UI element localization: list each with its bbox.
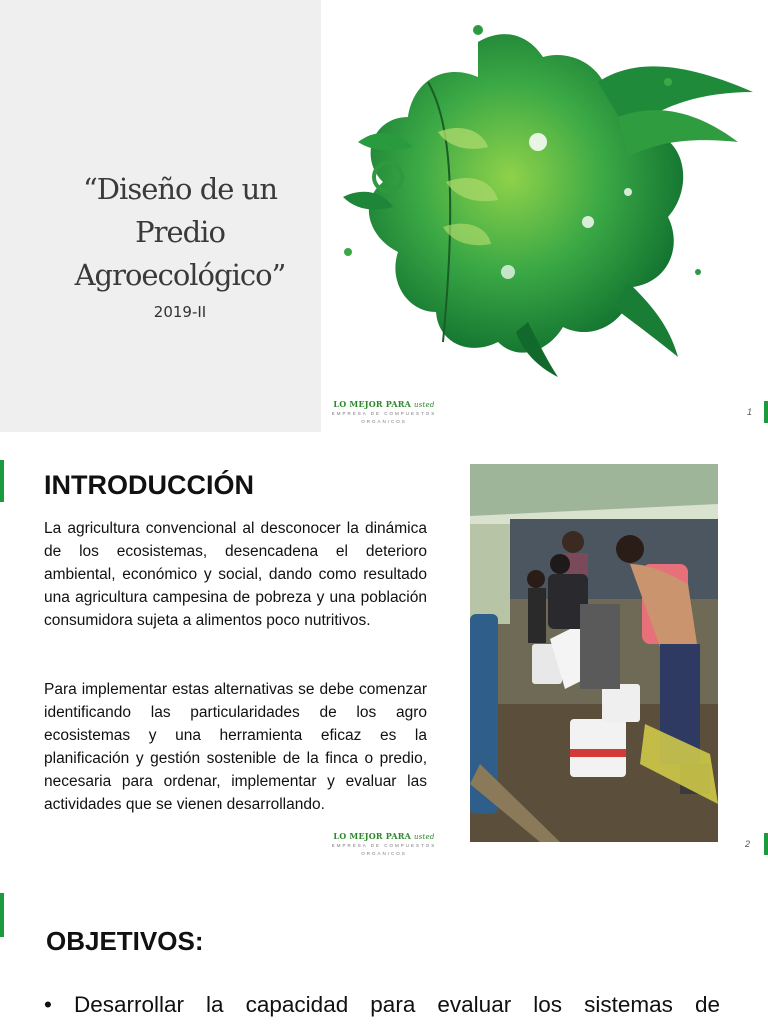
brand-logo: LO MEJOR PARA usted EMPRESA DE COMPUESTOS ORGANICOS (331, 831, 437, 856)
page-number: 1 (747, 407, 753, 417)
intro-paragraph-2: Para implementar estas alternativas se debe comenzar identificando las particularidades de los agro ecosistemas y una herramienta eficaz es la planificación y gestión sostenible de la finca o predio, necesaria para ordenar, implementar y evaluar las actividades que se vienen desarrollando. (44, 681, 427, 813)
accent-bar (764, 401, 768, 423)
presentation-title: “Diseño de un Predio Agroecológico” (74, 172, 286, 292)
slide-1 (0, 0, 768, 432)
brand-logo: LO MEJOR PARA usted EMPRESA DE COMPUESTOS ORGANICOS (331, 399, 437, 424)
accent-bar (764, 833, 768, 855)
composting-photo (470, 464, 718, 842)
section-heading: OBJETIVOS: (46, 926, 204, 956)
page-number: 2 (745, 839, 751, 849)
accent-bar (0, 893, 4, 937)
slide-2 (0, 432, 768, 860)
year-label: 2019-II (153, 303, 207, 321)
green-leaf-splash-illustration (328, 22, 758, 384)
accent-bar (0, 460, 4, 502)
intro-paragraph-1: La agricultura convencional al desconocer la dinámica de los ecosistemas, desencadena el deterioro ambiental, económico y social, dando como resultado una agricultura campesina de pobreza y una población consumidora sujeta a alimentos poco nutritivos. (44, 520, 427, 629)
objective-bullet: • Desarrollar la capacidad para evaluar los sistemas de (44, 992, 720, 1017)
section-heading: INTRODUCCIÓN (44, 470, 254, 500)
slide-3 (0, 860, 768, 1024)
